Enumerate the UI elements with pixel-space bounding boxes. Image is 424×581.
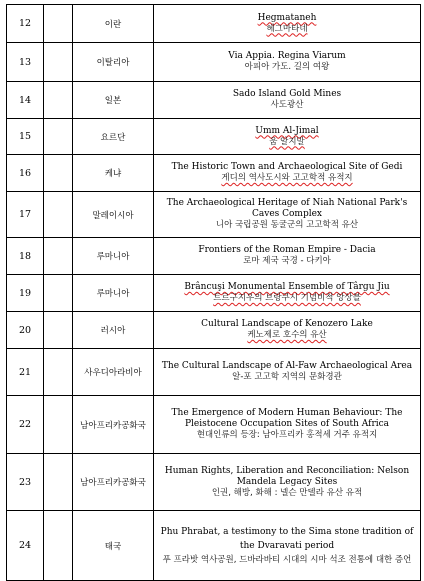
country-cell: 남아프리카공화국	[73, 396, 154, 454]
table-row	[7, 238, 421, 275]
empty-cell	[44, 349, 73, 396]
table-row	[7, 454, 421, 511]
site-name-ko: 움 알지말	[269, 136, 305, 147]
site-name-en: Umm Al-Jimal	[255, 125, 319, 136]
empty-cell	[44, 454, 73, 511]
row-number: 21	[7, 349, 44, 396]
site-name-cell	[154, 238, 421, 275]
row-number: 12	[7, 5, 44, 43]
site-name-en: Human Rights, Liberation and Reconciliation: Nelson Mandela Legacy Sites	[164, 465, 410, 487]
site-name-cell	[154, 5, 421, 43]
site-name-cell	[154, 275, 421, 312]
country-cell: 남아프리카공화국	[73, 454, 154, 511]
site-name-cell	[154, 82, 421, 119]
site-name-ko: 푸 프라밧 역사공원, 드바라바티 시대의 시마 석조 전통에 대한 증언	[162, 554, 412, 565]
empty-cell	[44, 511, 73, 581]
site-name-ko: 아피아 가도. 길의 여왕	[244, 62, 330, 72]
site-name-en: The Cultural Landscape of Al-Faw Archaeological Area	[161, 361, 413, 371]
empty-cell	[44, 396, 73, 454]
site-name-ko: 니아 국립공원 동굴군의 고고학적 유산	[215, 220, 359, 230]
country-cell: 루마니아	[73, 275, 154, 312]
site-name-ko: 헤그마타네	[266, 23, 308, 34]
site-name-cell	[154, 511, 421, 581]
site-name-ko: 트르구지우의 브랑쿠시 기념비적 앙상블	[213, 293, 361, 303]
site-name-en: Frontiers of the Roman Empire - Dacia	[198, 245, 376, 255]
empty-cell	[44, 275, 73, 312]
site-name-ko: 사도광산	[270, 100, 304, 110]
site-name-ko: 인권, 해방, 화해 : 넬슨 만델라 유산 유적	[211, 487, 363, 498]
table-row	[7, 43, 421, 82]
table-row	[7, 82, 421, 119]
empty-cell	[44, 119, 73, 155]
site-name-ko: 알-포 고고학 지역의 문화경관	[232, 372, 342, 382]
table-row	[7, 511, 421, 581]
site-name-en: The Archaeological Heritage of Niah National Park's Caves Complex	[166, 198, 408, 219]
country-cell: 일본	[73, 82, 154, 119]
empty-cell	[44, 82, 73, 119]
table-row	[7, 192, 421, 238]
site-name-ko: 현대인류의 등장: 남아프리카 홍적세 거주 유적지	[196, 430, 378, 440]
country-cell: 태국	[73, 511, 154, 581]
site-name-cell	[154, 43, 421, 82]
row-number: 20	[7, 312, 44, 349]
country-cell: 요르단	[73, 119, 154, 155]
table-row	[7, 349, 421, 396]
empty-cell	[44, 192, 73, 238]
site-name-en: Sado Island Gold Mines	[232, 89, 342, 99]
site-name-cell	[154, 349, 421, 396]
site-name-en: Phu Phrabat, a testimony to the Sima stone tradition of the Dvaravati period	[160, 526, 414, 551]
heritage-table	[6, 4, 421, 581]
row-number: 18	[7, 238, 44, 275]
site-name-en: The Historic Town and Archaeological Site of Gedi	[171, 162, 403, 172]
site-name-en: Via Appia. Regina Viarum	[228, 51, 346, 61]
site-name-en: The Emergence of Modern Human Behaviour: The Pleistocene Occupation Sites of South Africa	[171, 408, 403, 429]
site-name-ko: 게디의 역사도시와 고고학적 유적지	[221, 173, 353, 183]
site-name-ko: 로마 제국 국경 - 다키아	[243, 256, 331, 266]
country-cell: 이탈리아	[73, 43, 154, 82]
empty-cell	[44, 155, 73, 192]
row-number: 14	[7, 82, 44, 119]
row-number: 22	[7, 396, 44, 454]
empty-cell	[44, 43, 73, 82]
row-number: 19	[7, 275, 44, 312]
table-row	[7, 275, 421, 312]
row-number: 16	[7, 155, 44, 192]
table-row	[7, 155, 421, 192]
country-cell: 사우디아라비아	[73, 349, 154, 396]
row-number: 13	[7, 43, 44, 82]
country-cell: 루마니아	[73, 238, 154, 275]
site-name-cell	[154, 454, 421, 511]
table-row	[7, 396, 421, 454]
empty-cell	[44, 238, 73, 275]
row-number: 24	[7, 511, 44, 581]
empty-cell	[44, 5, 73, 43]
site-name-en: Hegmataneh	[257, 12, 317, 23]
site-name-ko: 케노제로 호수의 유산	[247, 330, 327, 340]
row-number: 17	[7, 192, 44, 238]
site-name-cell	[154, 155, 421, 192]
site-name-cell	[154, 312, 421, 349]
row-number: 15	[7, 119, 44, 155]
table-row	[7, 5, 421, 43]
table-row	[7, 119, 421, 155]
empty-cell	[44, 312, 73, 349]
site-name-cell	[154, 192, 421, 238]
site-name-cell	[154, 396, 421, 454]
country-cell: 말레이시아	[73, 192, 154, 238]
table-row	[7, 312, 421, 349]
row-number: 23	[7, 454, 44, 511]
country-cell: 이란	[73, 5, 154, 43]
site-name-cell	[154, 119, 421, 155]
country-cell: 케냐	[73, 155, 154, 192]
country-cell: 러시아	[73, 312, 154, 349]
site-name-en: Brâncuşi Monumental Ensemble of Târgu Jiu	[184, 282, 390, 292]
site-name-en: Cultural Landscape of Kenozero Lake	[201, 319, 373, 329]
